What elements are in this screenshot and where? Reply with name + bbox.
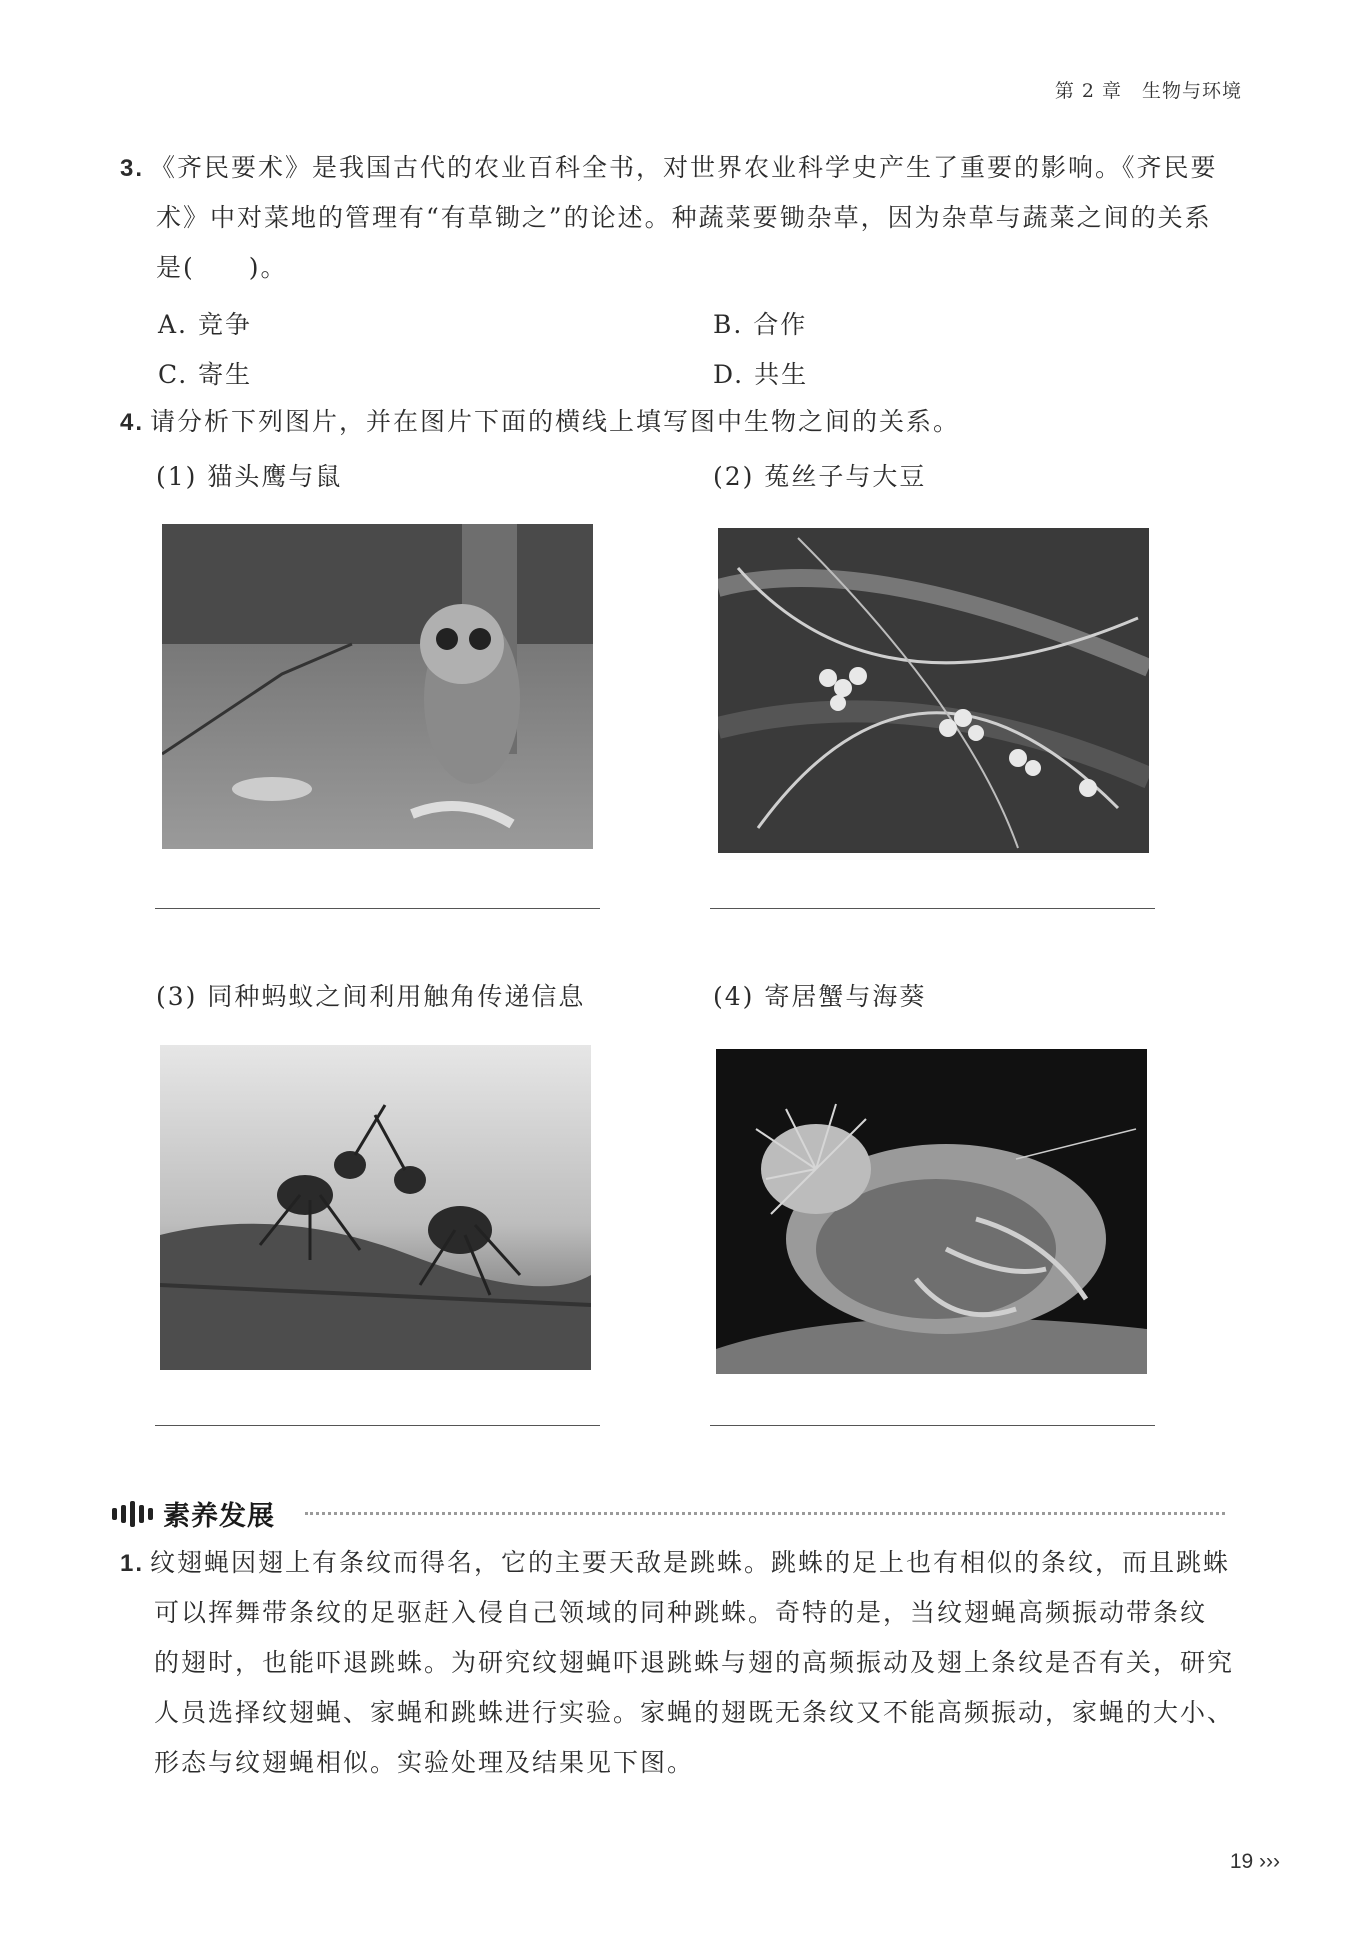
ants-photo xyxy=(160,1045,591,1370)
section-title: 素养发展 xyxy=(163,1501,275,1532)
p1-line-1: 1. 纹翅蝇因翅上有条纹而得名，它的主要天敌是跳蛛。跳蛛的足上也有相似的条纹，而且跳蛛 xyxy=(120,1548,1231,1577)
p1-line-2: 可以挥舞带条纹的足驱赶入侵自己领域的同种跳蛛。奇特的是，当纹翅蝇高频振动带条纹 xyxy=(154,1598,1208,1627)
hermit-crab-photo xyxy=(716,1049,1147,1374)
q3-option-c[interactable]: C. 寄生 xyxy=(158,360,253,389)
q4-prompt: 4. 请分析下列图片，并在图片下面的横线上填写图中生物之间的关系。 xyxy=(120,407,961,436)
q3-option-a[interactable]: A. 竞争 xyxy=(158,310,252,339)
q4-caption-1: (1) 猫头鹰与鼠 xyxy=(156,462,343,491)
q3-option-b[interactable]: B. 合作 xyxy=(713,310,808,339)
owl-photo xyxy=(162,524,593,849)
q4-caption-2: (2) 菟丝子与大豆 xyxy=(713,462,927,491)
p1-line-3: 的翅时，也能吓退跳蛛。为研究纹翅蝇吓退跳蛛与翅的高频振动及翅上条纹是否有关，研究 xyxy=(154,1648,1235,1677)
p1-line-4: 人员选择纹翅蝇、家蝇和跳蛛进行实验。家蝇的翅既无条纹又不能高频振动，家蝇的大小、 xyxy=(154,1698,1235,1727)
section-heading xyxy=(112,1494,275,1533)
page-number: 19 ››› xyxy=(1229,1850,1280,1873)
q3-line-3: 是( )。 xyxy=(156,253,288,282)
q3-line-1: 3. 《齐民要术》是我国古代的农业百科全书，对世界农业科学史产生了重要的影响。《齐民要 xyxy=(120,153,1218,182)
q3-line-2: 术》中对菜地的管理有“有草锄之”的论述。种蔬菜要锄杂草，因为杂草与蔬菜之间的关系 xyxy=(156,203,1212,232)
p1-number: 1. xyxy=(120,1550,145,1577)
chapter-header: 第 2 章 生物与环境 xyxy=(1054,80,1242,102)
signal-bars-icon xyxy=(112,1501,153,1527)
q3-option-d[interactable]: D. 共生 xyxy=(713,360,809,389)
q4-caption-4: (4) 寄居蟹与海葵 xyxy=(713,982,927,1011)
chevrons-icon: ››› xyxy=(1259,1850,1280,1873)
dodder-photo xyxy=(718,528,1149,853)
q4-caption-3: (3) 同种蚂蚁之间利用触角传递信息 xyxy=(156,982,586,1011)
answer-line-1[interactable] xyxy=(155,908,600,909)
answer-line-3[interactable] xyxy=(155,1425,600,1426)
answer-line-2[interactable] xyxy=(710,908,1155,909)
q3-number: 3. xyxy=(120,155,145,182)
q4-number: 4. xyxy=(120,409,145,436)
p1-line-5: 形态与纹翅蝇相似。实验处理及结果见下图。 xyxy=(154,1748,695,1777)
section-divider xyxy=(305,1512,1225,1515)
answer-line-4[interactable] xyxy=(710,1425,1155,1426)
